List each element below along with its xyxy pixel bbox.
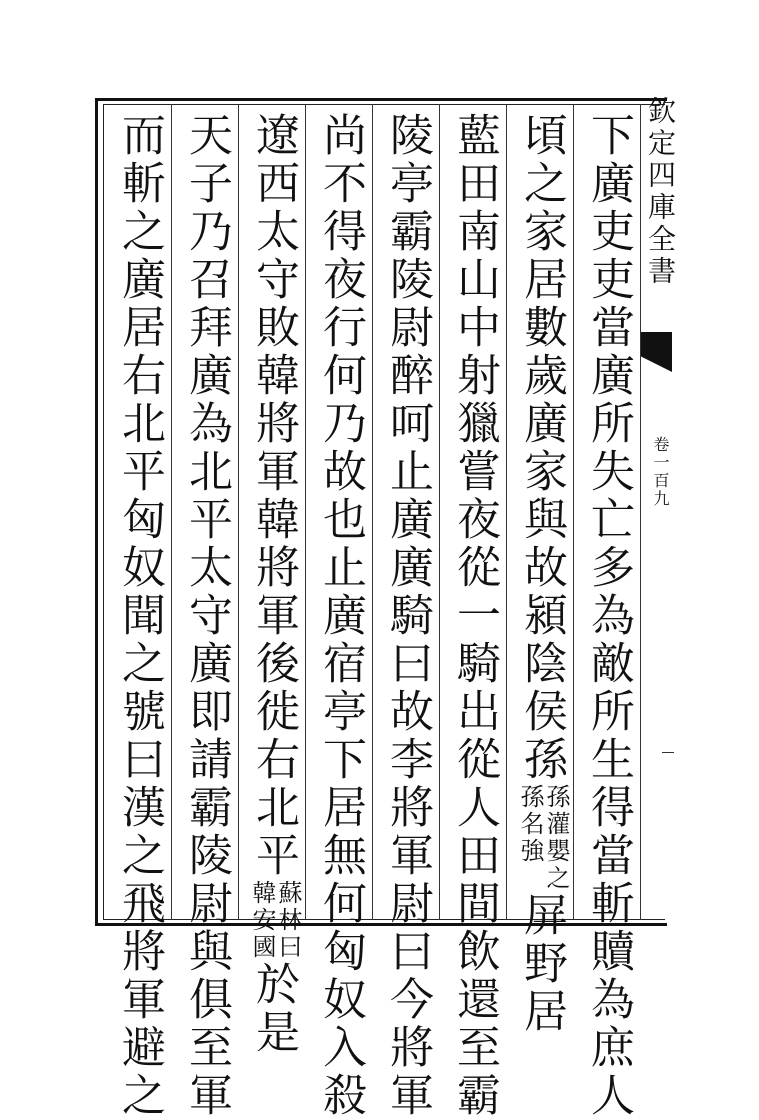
column-divider [506, 104, 507, 920]
annotation-right: 孫灌嬰之 [542, 784, 570, 892]
column-2-tail: 屏野居 [516, 892, 567, 1036]
column-divider [640, 104, 641, 920]
text-column-7: 天子乃召拜廣為北平太守廣即請霸陵尉與俱至軍 [181, 112, 232, 1120]
column-divider [305, 104, 306, 920]
margin-tick [662, 752, 674, 753]
text-column-8: 而斬之廣居右北平匈奴聞之號曰漢之飛將軍避之 [114, 112, 165, 1120]
column-divider [439, 104, 440, 920]
text-column-3: 藍田南山中射獵嘗夜從一騎出從人田間飲還至霸 [449, 112, 500, 1120]
text-column-2 [513, 112, 570, 1036]
text-column-5: 尚不得夜行何乃故也止廣宿亭下居無何匈奴入殺 [315, 112, 366, 1120]
column-6-annotation [249, 880, 301, 961]
annotation-left: 孫名強 [516, 784, 544, 865]
volume-label: 卷一百九 [651, 436, 670, 508]
annotation-right: 蘇林曰 [274, 880, 302, 961]
text-column-4: 陵亭霸陵尉醉呵止廣廣騎曰故李將軍尉曰今將軍 [382, 112, 433, 1120]
text-column-6 [245, 112, 302, 1057]
column-6-tail: 於是 [248, 961, 299, 1057]
book-title: 欽定四庫全書 [644, 96, 677, 288]
column-divider [171, 104, 172, 920]
column-divider [372, 104, 373, 920]
annotation-left: 韓安國 [248, 880, 276, 961]
column-divider [573, 104, 574, 920]
column-2-annotation [517, 784, 569, 892]
column-2-main: 頃之家居數歲廣家與故潁陰侯孫 [516, 112, 567, 784]
column-6-main: 遼西太守敗韓將軍韓將軍後徙右北平 [248, 112, 299, 880]
column-divider [238, 104, 239, 920]
text-column-1: 下廣吏吏當廣所失亡多為敵所生得當斬贖為庶人 [583, 112, 634, 1120]
